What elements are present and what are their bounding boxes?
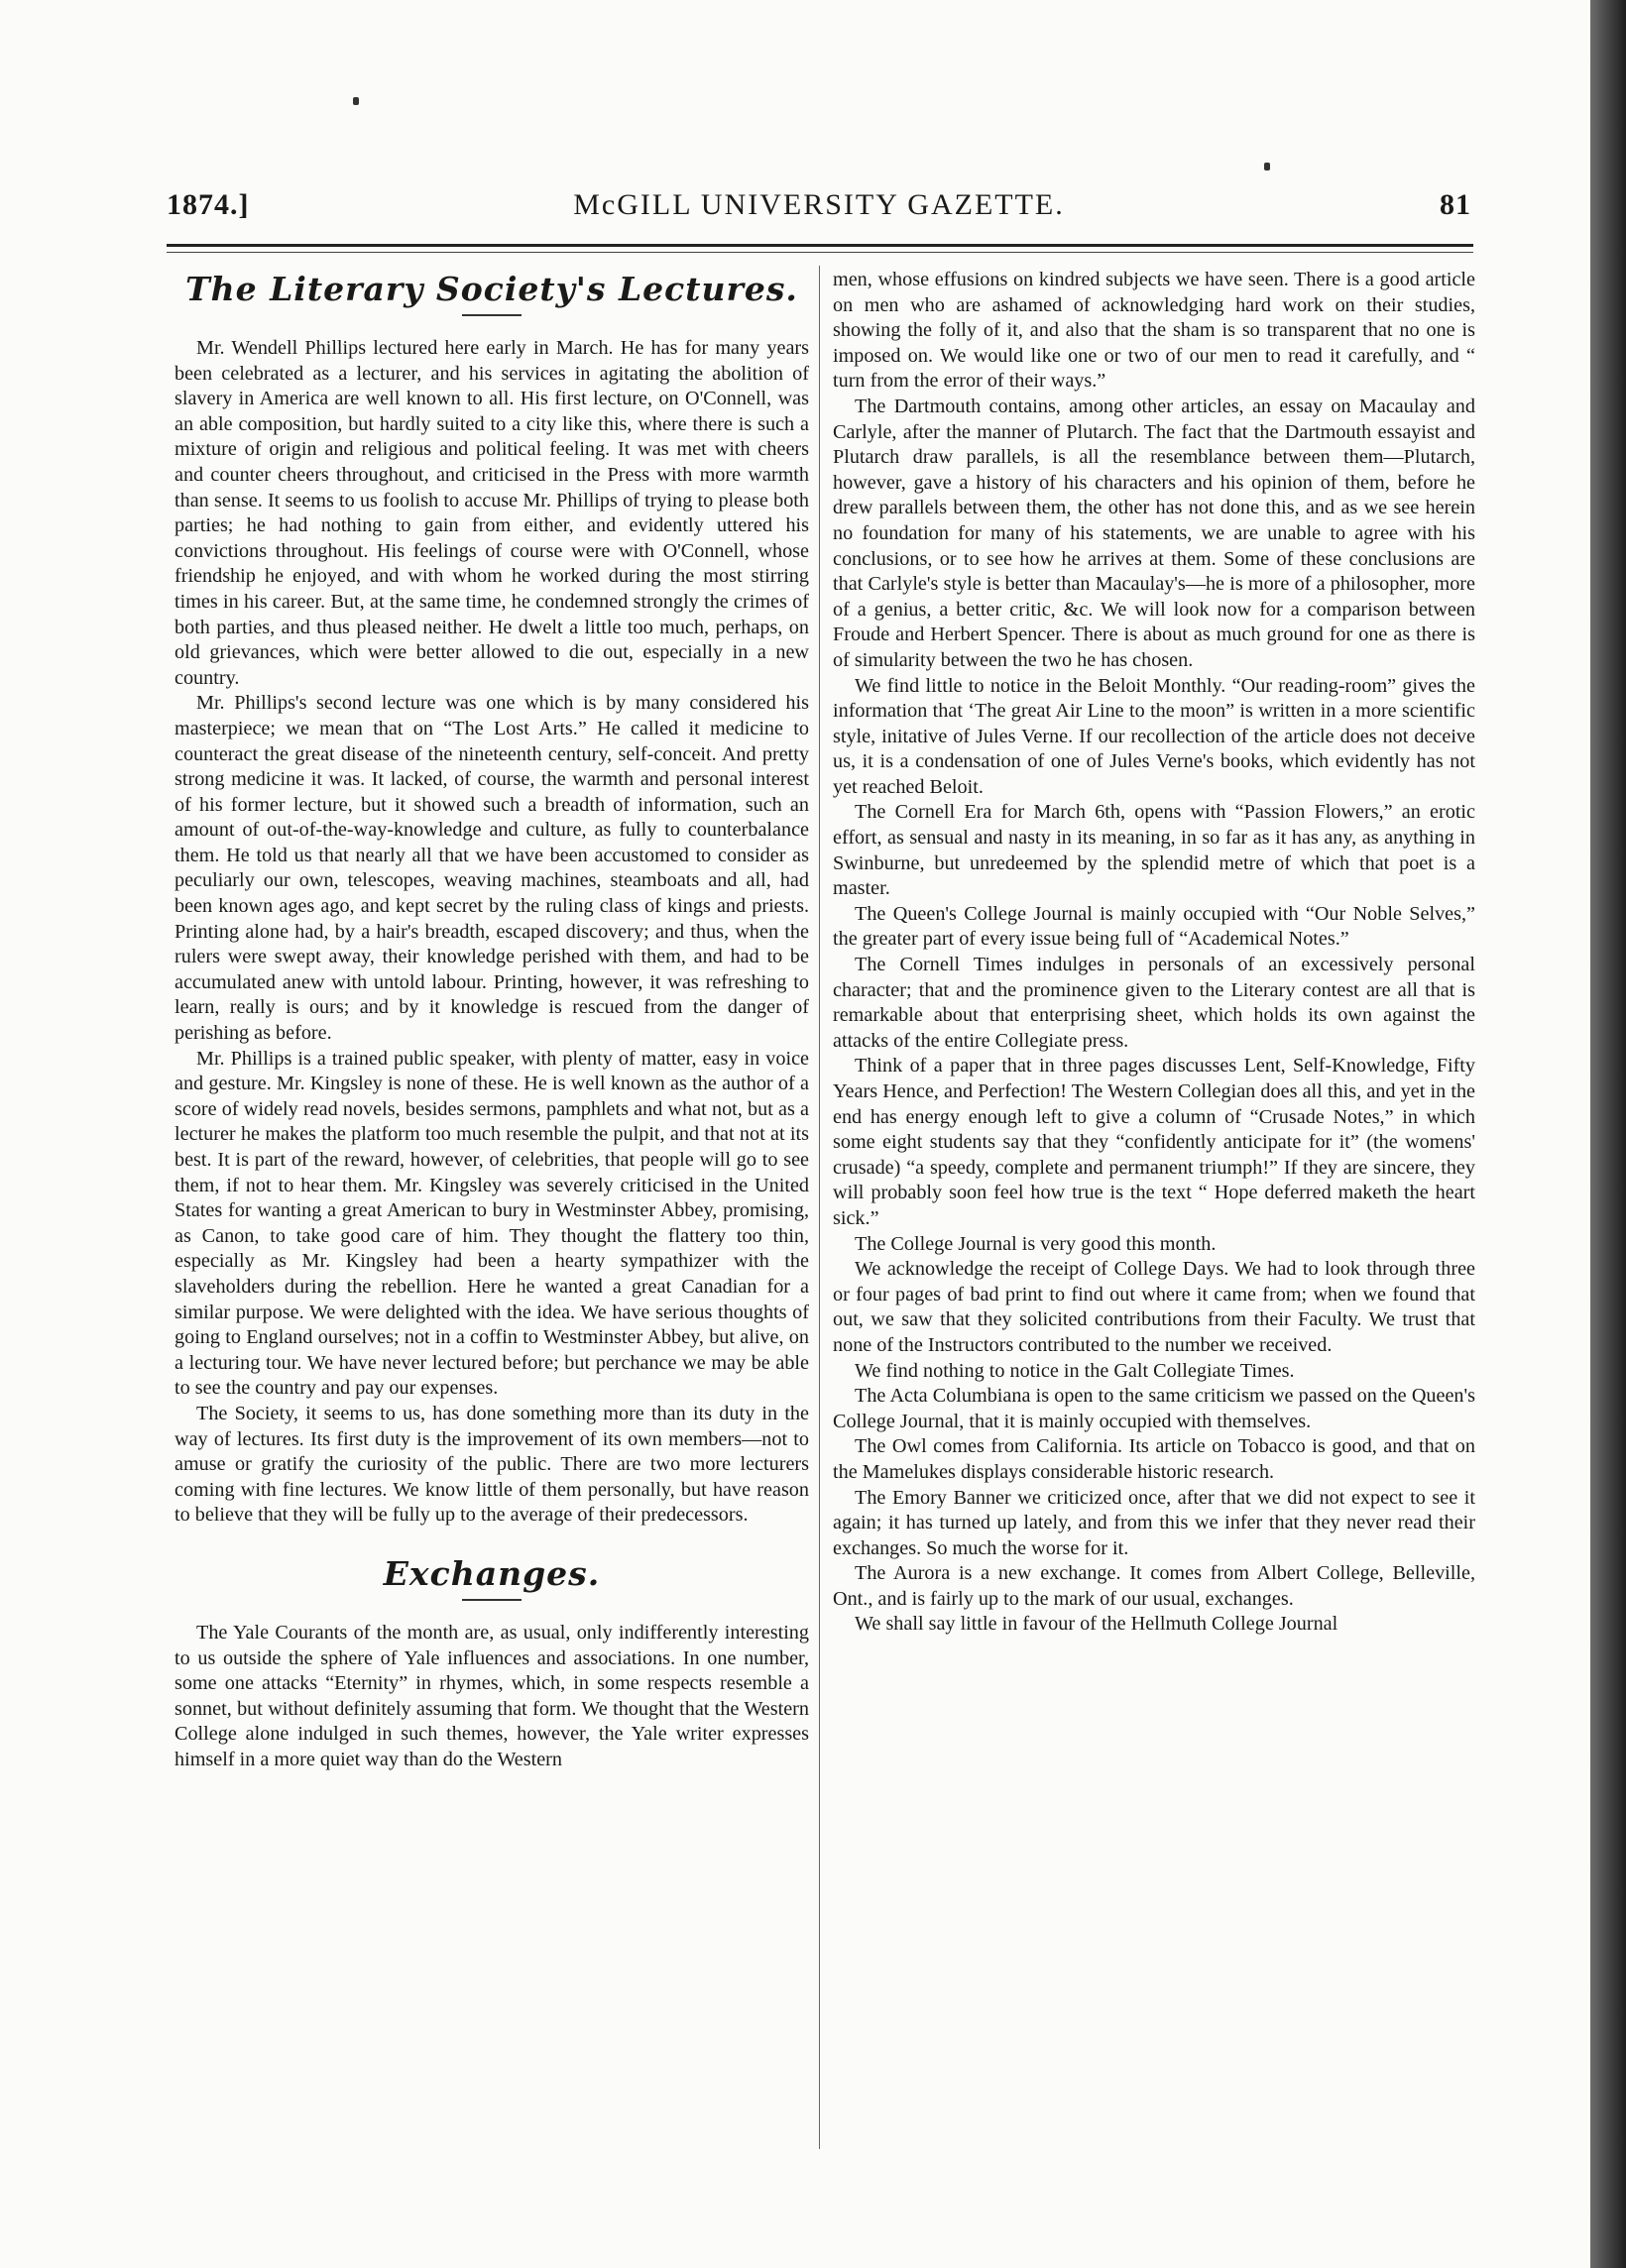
- article-paragraph: The Owl comes from California. Its article on Tobacco is good, and that on the Mamelukes displays considerable historic research.: [833, 1435, 1475, 1483]
- article-paragraph: The Dartmouth contains, among other articles, an essay on Macaulay and Carlyle, after the manner of Plutarch. The fact that the Dartmouth essayist and Plutarch draw parallels, is all the resemblance between them—Plutarch, however, gave a history of his characters and his opinion of them, before he drew parallels between them, the other has not done this, and as we see herein no foundation for many of his statements, we are unable to agree with his conclusions, or to see how he arrives at them. Some of these conclusions are that Carlyle's style is better than Macaulay's—he is more of a philosopher, more of a genius, a better critic, &c. We will look now for a comparison between Froude and Herbert Spencer. There is about as much ground for one as there is of simularity between the two he has chosen.: [833, 395, 1475, 671]
- article-paragraph: The Acta Columbiana is open to the same criticism we passed on the Queen's College Journal, that it is mainly occupied with themselves.: [833, 1385, 1475, 1432]
- article-paragraph: The Queen's College Journal is mainly occupied with “Our Noble Selves,” the greater part of every issue being full of “Academical Notes.”: [833, 902, 1475, 951]
- print-speck: [353, 97, 359, 105]
- column-divider: [819, 266, 820, 2149]
- exchanges-heading: Exchanges.: [383, 1553, 601, 1593]
- left-column: [174, 268, 809, 1772]
- article-paragraph: We find little to notice in the Beloit Monthly. “Our reading-room” gives the information that ‘The great Air Line to the moon” is written in a more scientific style, initative of Jules Verne. If our recollection of the article does not deceive us, it is a condensation of one of Jules Verne's books, which evidently has not yet reached Beloit.: [833, 674, 1475, 798]
- article-paragraph: The Aurora is a new exchange. It comes from Albert College, Belleville, Ont., and is fairly up to the mark of our usual, exchanges.: [833, 1562, 1475, 1610]
- header-rule-thin: [167, 252, 1473, 253]
- article-paragraph: The Cornell Era for March 6th, opens with “Passion Flowers,” an erotic effort, as sensual and nasty in its meaning, in so far as it has any, as anything in Swinburne, but unredeemed by the splendid metre of which that poet is a master.: [833, 801, 1475, 900]
- article-paragraph: We acknowledge the receipt of College Days. We had to look through three or four pages of bad print to find out where it came from; when we found that out, we saw that they solicited contributions from their Faculty. We trust that none of the Instructors contributed to the number we received.: [833, 1258, 1475, 1356]
- heading-rule: [462, 314, 522, 316]
- header-rule: [167, 244, 1473, 247]
- article-paragraph: The Emory Banner we criticized once, after that we did not expect to see it again; it has turned up lately, and from this we infer that they never read their exchanges. So much the worse for it.: [833, 1486, 1475, 1559]
- heading-rule: [462, 1599, 522, 1601]
- header-year: 1874.]: [167, 188, 250, 221]
- print-speck: [1264, 163, 1270, 170]
- journal-title: McGILL UNIVERSITY GAZETTE.: [573, 188, 1065, 221]
- article-paragraph: Mr. Wendell Phillips lectured here early in March. He has for many years been celebrated as a lecturer, and his services in agitating the abolition of slavery in America are well known to all. His first lecture, on O'Connell, was an able composition, but hardly suited to a city like this, where there is such a mixture of origin and religious and political feeling. It was met with cheers and counter cheers throughout, and criticised in the Press with more warmth than sense. It seems to us foolish to accuse Mr. Phillips of trying to please both parties; he had nothing to gain from either, and evidently uttered his convictions throughout. His feelings of course were with O'Connell, whose friendship he enjoyed, and with whom he worked during the most stirring times in his career. But, at the same time, he condemned strongly the crimes of both parties, and thus pleased neither. He dwelt a little too much, perhaps, on old grievances, which were better allowed to die out, especially in a new country.: [174, 337, 809, 689]
- article-paragraph: Think of a paper that in three pages discusses Lent, Self-Knowledge, Fifty Years Hence, and Perfection! The Western Collegian does all this, and yet in the end has energy enough left to give a column of “Crusade Notes,” in which some eight students say that they “confidently anticipate for it” (the womens' crusade) “a speedy, complete and permanent triumph!” If they are sincere, they will probably soon feel how true is the text “ Hope deferred maketh the heart sick.”: [833, 1055, 1475, 1229]
- lectures-heading: The Literary Society's Lectures.: [185, 270, 798, 308]
- article-paragraph: We shall say little in favour of the Hellmuth College Journal: [855, 1613, 1338, 1636]
- right-column: [833, 268, 1475, 1638]
- article-paragraph: The Society, it seems to us, has done something more than its duty in the way of lectures. Its first duty is the improvement of its own members—not to amuse or gratify the curiosity of the public. There are two more lecturers coming with fine lectures. We know little of them personally, but have reason to believe that they will be fully up to the average of their predecessors.: [174, 1402, 809, 1527]
- article-paragraph: The Yale Courants of the month are, as usual, only indifferently interesting to us outside the sphere of Yale influences and associations. In one number, some one attacks “Eternity” in rhymes, which, in some respects resemble a sonnet, but without definitely assuming that form. We thought that the Western College alone indulged in such themes, however, the Yale writer expresses himself in a more quiet way than do the Western: [174, 1621, 809, 1770]
- article-paragraph: Mr. Phillips is a trained public speaker, with plenty of matter, easy in voice and gesture. Mr. Kingsley is none of these. He is well known as the author of a score of widely read novels, besides sermons, pamphlets and what not, but as a lecturer he makes the platform too much resemble the pulpit, and that not at its best. It is part of the reward, however, of celebrities, that people will go to see them, if not to hear them. Mr. Kingsley was severely criticised in the United States for wanting a great American to bury in Westminster Abbey, promising, as Canon, to take good care of him. They thought the flattery too thin, especially as Mr. Kingsley had been a hearty sympathizer with the slaveholders during the rebellion. Here he wanted a great Canadian for a similar purpose. We were delighted with the idea. We have serious thoughts of going to England ourselves; not in a coffin to Westminster Abbey, but alive, on a lecturing tour. We have never lectured before; but perchance we may be able to see the country and pay our expenses.: [174, 1047, 809, 1400]
- article-paragraph: The Cornell Times indulges in personals of an excessively personal character; that and the prominence given to the Literary contest are all that is remarkable about that enterprising sheet, which holds its own against the attacks of the entire Collegiate press.: [833, 954, 1475, 1052]
- article-paragraph: The College Journal is very good this month.: [855, 1232, 1217, 1255]
- running-head: [167, 188, 1471, 228]
- page-number: 81: [1440, 188, 1471, 221]
- article-paragraph: We find nothing to notice in the Galt Collegiate Times.: [855, 1359, 1295, 1382]
- scan-edge: [1590, 0, 1626, 2268]
- article-paragraph: Mr. Phillips's second lecture was one which is by many considered his masterpiece; we mean that on “The Lost Arts.” He called it medicine to counteract the great disease of the nineteenth century, self-conceit. And pretty strong medicine it was. It lacked, of course, the warmth and personal interest of his former lecture, but it showed such a breadth of information, such an amount of out-of-the-way-knowledge and culture, as fully to counterbalance them. He told us that nearly all that we have been accustomed to consider as peculiarly our own, telescopes, weaving machines, steamboats and all, had been known ages ago, and kept secret by the ruling class of kings and priests. Printing alone had, by a hair's breadth, escaped discovery; and thus, when the rulers were swept away, their knowledge perished with them, and had to be accumulated anew with untold labour. Printing, however, it was refreshing to learn, really is ours; and by it knowledge is rescued from the danger of perishing as before.: [174, 692, 809, 1045]
- article-paragraph: men, whose effusions on kindred subjects we have seen. There is a good article on men who are ashamed of acknowledging hard work on their studies, showing the folly of it, and also that the sham is so transparent that no one is imposed on. We would like one or two of our men to read it carefully, and “ turn from the error of their ways.”: [833, 269, 1475, 393]
